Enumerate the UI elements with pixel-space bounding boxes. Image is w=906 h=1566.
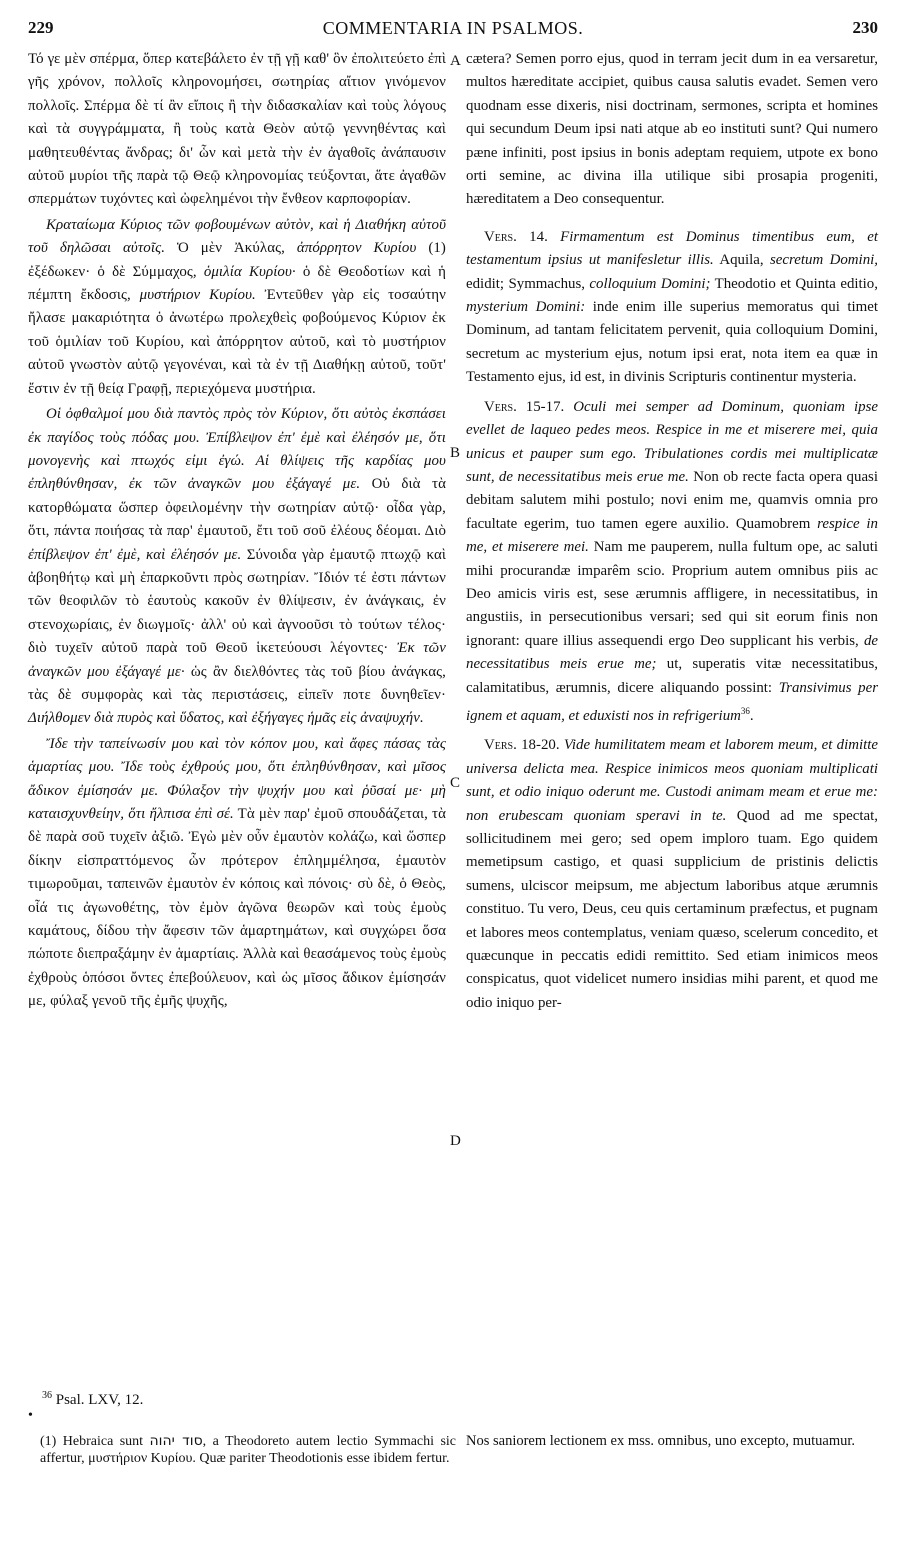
greek-text: ὡς ἂν διελθόντες τὰς τοῦ βίου ἀνάγκας, τὰς δὲ συμφορὰς καὶ τὰς περιστάσεις, εἰπεῖν ποτε δυνηθεῖεν·	[28, 663, 446, 703]
footnote-text: , a Theodoreto autem lectio Symmachi sic affertur, μυστήριον Κυρίου. Quæ pariter Theodotionis esse ibidem fertur.	[40, 1434, 457, 1466]
latin-paragraph-1	[466, 48, 878, 212]
latin-text: Nam me pauperem, nulla fultum ope, ac saluti mihi procurandæ imparêm scio. Proprium autem omnibus piis ac Deo amicis viris est, sese ærumnis affligere, in necessitatibus, in angustiis, in persecutionibus versari; sed qui sit eorum finis non ignorant: quare illius assequendi ergo Deo supplicant his verbis,	[466, 539, 878, 649]
greek-column	[28, 48, 446, 1014]
latin-verse-14	[466, 226, 878, 390]
greek-paragraph-3	[28, 403, 446, 731]
greek-term: μυστήριον Κυρίου.	[139, 287, 256, 304]
psalm-quote: Transivimus per ignem et aquam, et eduxisti nos in refrigerium	[466, 679, 878, 724]
latin-text: edidit; Symmachus,	[466, 275, 585, 292]
margin-letter-b: B	[450, 445, 461, 461]
psalm-quote: Firmamentum est Dominus timentibus eum, et testamentum ipsius ut manifesletur illis.	[466, 228, 878, 269]
running-title: COMMENTARIA IN PSALMOS.	[322, 18, 584, 38]
footnote-36	[42, 1385, 143, 1411]
footnote-text: Hebraica sunt	[62, 1434, 144, 1449]
latin-text: Theodotio et Quinta editio,	[714, 275, 878, 292]
latin-term: colloquium Domini;	[589, 275, 711, 292]
psalm-quote: Διήλθομεν διὰ πυρὸς καὶ ὕδατος, καὶ ἐξήγαγες ἡμᾶς εἰς ἀναψυχήν.	[28, 710, 424, 727]
footnote-1	[40, 1433, 456, 1467]
psalm-quote: Ἴδε τὴν ταπείνωσίν μου καὶ τὸν κόπον μου, καὶ ἄφες πάσας τὰς ἁμαρτίας μου. Ἴδε τοὺς ἐχθρούς μου, ὅτι ἐπληθύνθησαν, καὶ μῖσος ἄδικον ἐμίσησάν με. Φύλαξον τὴν ψυχήν μου καὶ ῥῦσαί με· μὴ καταισχυνθείην, ὅτι ἤλπισα ἐπὶ σέ.	[28, 735, 446, 822]
psalm-quote: Oculi mei semper ad Dominum, quoniam ipse evellet de laqueo pedes meos. Respice in me et miserere mei, quia unicus et pauper sum ego. Tribulationes cordis mei multiplicatæ sunt, de necessitatibus meis erue me.	[466, 398, 878, 485]
greek-paragraph-4	[28, 733, 446, 1014]
margin-letter-a: A	[450, 53, 461, 69]
latin-text: inde enim ille superius memoratus qui timet Dominum, ad tantam felicitatem pervenit, quia colloquium Domini, secretum ac mysterium ejus, notum ipsi erat, nota item ea quæ in Testamento ejus, id est, in divinis Scripturis continentur mysteria.	[466, 299, 878, 386]
psalm-quote: de necessitatibus meis erue me;	[466, 632, 878, 673]
greek-text: Ἐντεῦθεν γὰρ εἰς τοσαύτην ἤλασε μακαριότητα ὁ ἀνωτέρω προλεχθεὶς φοβούμενος Κύριον ἐκ τοῦ ὁμιλίαν τοῦ Κυρίου, καὶ ἀπόρρητον αὐτοῦ, καὶ τὸ μυστήριον αὐτοῦ γνωστὸν αὐτῷ γεγονέναι, καὶ τὰ ἐν τῇ Διαθήκῃ αὐτοῦ, τοῦτ' ἔστιν ἐν τῇ θείᾳ Γραφῇ, περιεχόμενα μυστήρια.	[28, 287, 447, 397]
page-header	[28, 16, 878, 42]
latin-verse-18-20	[466, 734, 878, 1015]
psalm-quote: Ἐκ τῶν ἀναγκῶν μου ἐξάγαγέ με·	[28, 640, 446, 680]
latin-text: Aquila,	[719, 252, 764, 269]
psalm-quote: ἐπίβλεψον ἐπ' ἐμὲ, καὶ ἐλέησόν με.	[28, 546, 242, 563]
latin-text: Quod ad me spectat, sollicitudinem mei gero; sed opem imploro tuam. Ego quidem memetipsum castigo, et quasi supplicium de pristinis delictis sumens, ulciscor meipsum, me abjectum laboribus atque ærumnis constituo. Tu vero, Deus, ceu quis certaminum præfectus, et pugnam et labores meos contemplatus, veniam quæso, scelerum concedito, et quæcunque in peccatis edidi remittito. Sed etiam inimicos meos conspicatus, quot videlicet numero insidias mihi parent, et quod me odio iniquo per-	[466, 807, 878, 1011]
latin-text: Non ob recte facta opera quasi debitam salutem mihi postulo; novi enim me, quamvis omnia pro facultate egerim, tuo tamen egere auxilio. Quamobrem	[466, 468, 878, 532]
verse-label: Vers. 18-20.	[484, 737, 560, 754]
latin-term: mysterium Domini:	[466, 299, 586, 316]
greek-term: ἀπόρρητον Κυρίου	[296, 240, 417, 257]
greek-term: ὁμιλία Κυρίου·	[203, 263, 296, 280]
verse-label: Vers. 14.	[484, 228, 548, 245]
margin-dot: •	[28, 1408, 33, 1423]
greek-text: Τὰ μὲν παρ' ἐμοῦ σπουδάζεται, τὰ δὲ παρὰ σοῦ τυχεῖν ἀξιῶ. Ἐγὼ μὲν οὖν ἐμαυτὸν κολάζω, καὶ ὥσπερ δίκην εἰσπραττόμενος ὧν πρότερον ἐπλημμέλησα, ἐμαυτὸν τιμωροῦμαι, ταπεινῶν ἐμαυτὸν ἐν κόποις καὶ πόνοις· σὺ δὲ, ὁ Θεὸς, οἷά τις ἀγωνοθέτης, τὸν ἐμὸν ἀγῶνα θεωρῶν καὶ τοὺς ἐμοὺς καμάτους, δίδου τὴν ἄφεσιν τῶν ἁμαρτημάτων, καὶ συγχώρει ὅσα πώποτε διεπραξάμην ἐν ἁμαρτίαις. Ἀλλὰ καὶ θεασάμενος τοὺς ἐμοὺς ἐχθροὺς ὁπόσοι ὄντες ἐπεβούλευον, καὶ ὡς μῖσος ἄδικον ἐμίσησάν με, φύλαξ γενοῦ τῆς ἐμῆς ψυχῆς,	[28, 806, 446, 1010]
footnote-right: Nos saniorem lectionem ex mss. omnibus, uno excepto, mutuamur.	[466, 1433, 856, 1449]
verse-label: Vers. 15-17.	[484, 398, 565, 415]
psalm-quote: Vide humilitatem meam et laborem meum, et dimitte universa delicta mea. Respice inimicos meos quoniam multiplicati sunt, et odio iniquo oderunt me. Custodi animam meam et erue me: non erubescam quoniam speravi in te.	[466, 737, 878, 824]
margin-letter-d: D	[450, 1133, 461, 1149]
left-page-number: 229	[28, 18, 54, 37]
greek-paragraph-1	[28, 48, 446, 212]
greek-text: (1) ἐξέδωκεν· ὁ δὲ Σύμμαχος,	[28, 240, 446, 280]
footnote-marker: 36	[42, 1390, 52, 1401]
latin-text: .	[749, 707, 754, 724]
latin-text: ut, superatis vitæ necessitatibus, calamitatibus, ærumnis, dicere aliquando possint:	[466, 656, 878, 696]
hebrew-text: סוד יהוה	[149, 1433, 203, 1449]
latin-text: cætera? Semen porro ejus, quod in terram jecit dum in ea versaretur, multos hæreditate accipiet, quibus causa salutis evadet. Semen vero quodnam esse dixeris, nisi doctrinam, sermones, scripta et homines qui secundum Deum ipsi nati atque ab eo instituti sunt? Qui numero pæne infiniti, post ipsius in bonis adeptam requiem, utpote ex bono orti semine, ac divina illa utilique sibi prosapia progeniti, hæreditatem a Deo consequentur.	[466, 51, 878, 208]
greek-text: Ὁ μὲν Ἀκύλας,	[176, 240, 285, 257]
footnote-marker: (1)	[40, 1434, 57, 1449]
latin-verse-15-17	[466, 396, 878, 729]
greek-text: Τό γε μὲν σπέρμα, ὅπερ κατεβάλετο ἐν τῇ γῇ καθ' ὃν ἐπολιτεύετο ἐπὶ γῆς χρόνον, πολλοῖς κληρονομήσει, σωτηρίας αἴτιον γινόμενον πολλοῖς. Σπέρμα δὲ τί ἂν εἴποις ἢ τὴν διδασκαλίαν καὶ τοὺς λόγους καὶ τὰ συγγράμματα, ἢ τοὺς κατὰ Θεὸν αὐτῷ γεννηθέντας καὶ μαθητευθέντας ἄνδρας; δι' ὧν καὶ μετὰ τὴν ἐν ἀγαθοῖς ἀνάπαυσιν αὐτοῦ μυρίοι τῆς παρὰ τῷ Θεῷ κληρονομίας τεύξονται, ἅτε ἀγαθῶν σπερμάτων τυχόντες καὶ ὠφελημένοι τὴν ἔνθεον καρποφορίαν.	[28, 51, 446, 208]
psalm-quote: Οἱ ὀφθαλμοί μου διὰ παντὸς πρὸς τὸν Κύριον, ὅτι αὐτὸς ἐκσπάσει ἐκ παγίδος τοὺς πόδας μου. Ἐπίβλεψον ἐπ' ἐμὲ καὶ ἐλέησόν με, ὅτι μονογενὴς καὶ πτωχός εἰμι ἐγώ. Αἱ θλίψεις τῆς καρδίας μου ἐπληθύνθησαν, ἐκ τῶν ἀναγκῶν μου ἐξάγαγέ με.	[28, 406, 446, 493]
right-page-number: 230	[852, 18, 878, 37]
greek-text: Σύνοιδα γὰρ ἐμαυτῷ πτωχῷ καὶ ἀβοηθήτῳ καὶ μὴ ἐπαρκοῦντι πρὸς σωτηρίαν. Ἴδιόν τέ ἐστι πάντων τῶν θεοφιλῶν τὸ ἑαυτοὺς κακοῦν ἐν θλίψεσιν, ἐν ἀνάγκαις, ἐν στενοχωρίαις, ἐν διωγμοῖς· ἀλλ' οὐ καὶ ἀγνοοῦσι τὸ τούτων τέλος· διὸ τυχεῖν αὐτοῦ παρὰ τοῦ Θεοῦ ἱκετεύουσι λέγοντες·	[28, 546, 446, 657]
psalm-quote: Κραταίωμα Κύριος τῶν φοβουμένων αὐτὸν, καὶ ἡ Διαθήκη αὐτοῦ τοῦ δηλῶσαι αὐτοῖς.	[28, 216, 446, 257]
psalm-quote: respice in me, et miserere mei.	[466, 515, 878, 556]
latin-term: secretum Domini,	[770, 252, 878, 269]
latin-column	[466, 48, 878, 1015]
footnote-ref[interactable]: 36	[740, 705, 750, 716]
greek-text: Οὐ διὰ τὰ κατορθώματα ὥσπερ ὀφειλομένην τὴν σωτηρίαν αὐτῷ· οἶδα γὰρ, ὅτι, πάντα ποιήσας τὰ παρ' ἐμαυτοῦ, ἔτι τοῦ σοῦ ἐλέους δέομαι. Διὸ	[28, 476, 446, 540]
greek-paragraph-2	[28, 214, 446, 401]
footnote-text: Psal. LXV, 12.	[55, 1392, 144, 1408]
greek-text: ὁ δὲ Θεοδοτίων καὶ ἡ πέμπτη ἔκδοσις,	[28, 263, 446, 304]
margin-letter-c: C	[450, 775, 461, 791]
